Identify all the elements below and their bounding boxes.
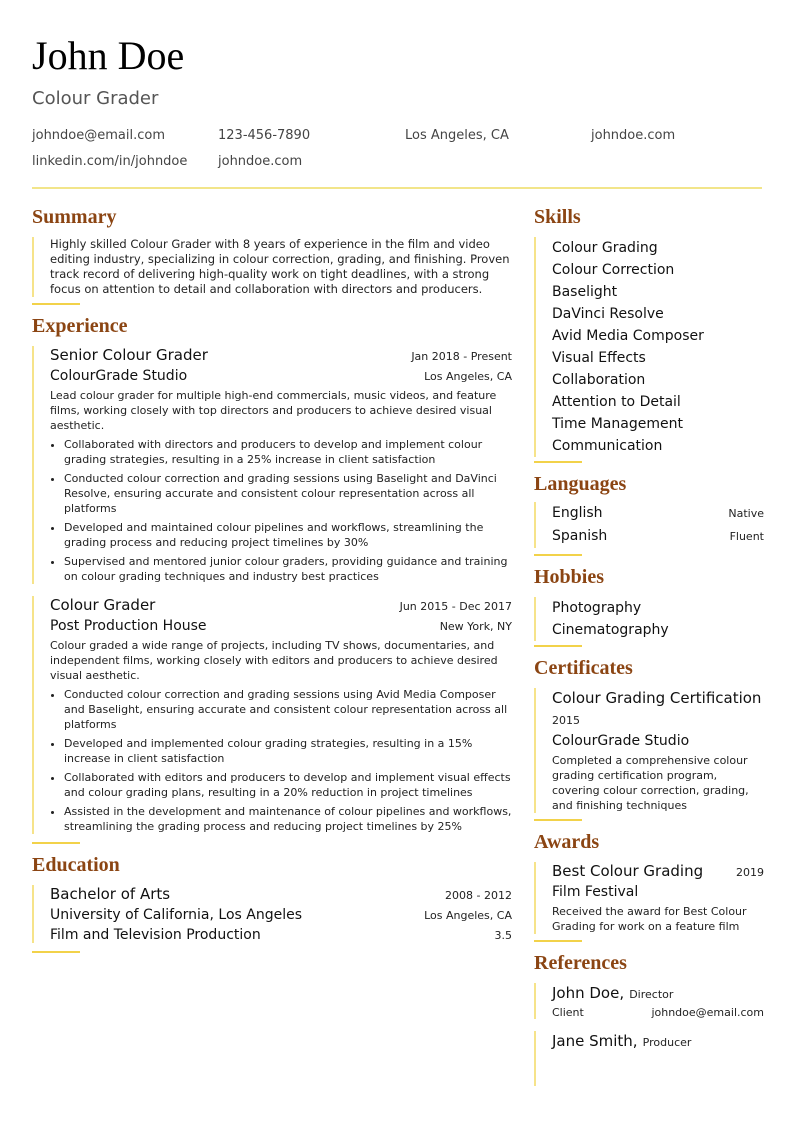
skill-item: Baselight (552, 284, 618, 300)
education-date: 2008 - 2012 (445, 889, 512, 902)
certificate-description: Completed a comprehensive colour grading certification program, covering colour correction, grading, and finishing techniques (552, 754, 749, 812)
education-field: Film and Television Production (50, 927, 261, 943)
job-bullet: • Collaborated with directors and producers to develop and implement colour grading strategies, resulting in a 25% increase in client satisfaction (64, 437, 512, 467)
side-column (534, 206, 764, 1086)
header-divider (32, 187, 762, 189)
experience-heading: Experience (32, 315, 128, 337)
award-name: Best Colour Grading (552, 862, 704, 880)
certificate-issuer: ColourGrade Studio (552, 733, 690, 749)
education-entry (32, 885, 512, 943)
certificate-year: 2015 (552, 714, 580, 727)
job-bullet: • Collaborated with editors and producers to develop and implement visual effects and colour grading plans, resulting in a 20% reduction in project timelines (64, 770, 512, 800)
education-location: Los Angeles, CA (424, 909, 512, 922)
job-entry-description: Colour graded a wide range of projects, including TV shows, documentaries, and independent films, working closely with editors and producers to achieve desired visual aesthetic. (50, 639, 498, 682)
award-entry (534, 862, 764, 934)
summary-heading: Summary (32, 206, 117, 228)
job-entry-date: Jun 2015 - Dec 2017 (399, 600, 512, 613)
job-entry (32, 596, 512, 834)
section-divider (32, 842, 80, 844)
skill-item: Attention to Detail (552, 394, 681, 410)
job-bullet: • Supervised and mentored junior colour graders, providing guidance and training on colour grading techniques and industry best practices (64, 554, 512, 584)
hobby-item: Cinematography (552, 622, 669, 638)
education-degree: Bachelor of Arts (50, 885, 171, 903)
reference-name: Jane Smith, (552, 1032, 638, 1050)
award-issuer: Film Festival (552, 884, 639, 900)
language-level: Native (728, 507, 764, 520)
section-divider (534, 461, 582, 463)
job-entry-location: Los Angeles, CA (424, 370, 512, 383)
section-divider (534, 554, 582, 556)
section-divider (534, 645, 582, 647)
section-divider (32, 303, 80, 305)
job-entry-bullets (50, 687, 512, 834)
skill-item: Communication (552, 438, 663, 454)
job-title: Colour Grader (32, 88, 159, 109)
education-school: University of California, Los Angeles (50, 907, 303, 923)
languages-list (534, 502, 764, 548)
job-entry-date: Jan 2018 - Present (411, 350, 512, 363)
reference-entry (534, 1031, 764, 1086)
section-divider (32, 951, 80, 953)
contact-location: Los Angeles, CA (405, 128, 509, 143)
reference-name: John Doe, (552, 984, 625, 1002)
job-entry-company: Post Production House (50, 618, 207, 634)
job-bullet: • Conducted colour correction and grading sessions using Baselight and DaVinci Resolve, ensuring accurate and consistent colour representation across all platforms (64, 471, 512, 516)
skill-item: Avid Media Composer (552, 328, 704, 344)
section-divider (534, 819, 582, 821)
reference-company: Client (552, 1006, 584, 1019)
skill-item: Colour Grading (552, 240, 658, 256)
education-heading: Education (32, 854, 120, 876)
certificate-entry (534, 688, 764, 813)
job-entry-title: Colour Grader (50, 596, 156, 614)
languages-heading: Languages (534, 473, 627, 495)
reference-role: Director (629, 988, 674, 1001)
language-item (552, 502, 764, 525)
main-column (32, 206, 512, 953)
contact-website[interactable]: johndoe.com (591, 128, 676, 143)
language-name: English (552, 505, 603, 521)
awards-heading: Awards (534, 831, 600, 853)
reference-role: Producer (642, 1036, 692, 1049)
language-level: Fluent (729, 530, 764, 543)
language-item (552, 525, 764, 548)
section-divider (534, 940, 582, 942)
job-bullet: • Developed and implemented colour grading strategies, resulting in a 15% increase in client satisfaction (64, 736, 512, 766)
contact-website-2[interactable]: johndoe.com (218, 154, 303, 169)
skill-item: Visual Effects (552, 350, 646, 366)
job-bullet: • Developed and maintained colour pipelines and workflows, streamlining the grading process and reducing project timelines by 30% (64, 520, 512, 550)
hobbies-list (534, 597, 764, 641)
job-entry-company: ColourGrade Studio (50, 368, 188, 384)
job-entry-location: New York, NY (439, 620, 512, 633)
certificates-heading: Certificates (534, 657, 633, 679)
contact-email[interactable]: johndoe@email.com (32, 128, 165, 143)
award-description: Received the award for Best Colour Grading for work on a feature film (552, 905, 747, 933)
reference-entry (534, 983, 764, 1019)
summary-block (32, 237, 512, 297)
job-entry (32, 346, 512, 584)
hobbies-heading: Hobbies (534, 566, 605, 588)
job-entry-bullets (50, 437, 512, 584)
skill-item: DaVinci Resolve (552, 306, 664, 322)
job-entry-title: Senior Colour Grader (50, 346, 208, 364)
skills-list (534, 237, 764, 457)
contact-phone[interactable]: 123-456-7890 (218, 128, 311, 143)
skill-item: Collaboration (552, 372, 646, 388)
hobby-item: Photography (552, 600, 642, 616)
skills-heading: Skills (534, 206, 581, 228)
references-heading: References (534, 952, 627, 974)
summary-text: Highly skilled Colour Grader with 8 years of experience in the film and video editing industry, specializing in colour correction, grading, and finishing. Proven track record of delivering high-quality work on tight deadlines, with a strong focus on attention to detail and collaboration with directors and producers. (50, 237, 510, 296)
education-gpa: 3.5 (494, 929, 512, 942)
candidate-name: John Doe (32, 33, 185, 78)
reference-email[interactable]: johndoe@email.com (651, 1006, 764, 1019)
contact-linkedin[interactable]: linkedin.com/in/johndoe (32, 154, 188, 169)
language-name: Spanish (552, 528, 608, 544)
job-entry-description: Lead colour grader for multiple high-end commercials, music videos, and feature films, working closely with top directors and producers to achieve desired visual aesthetic. (50, 389, 497, 432)
skill-item: Colour Correction (552, 262, 675, 278)
award-year: 2019 (736, 866, 764, 879)
job-bullet: • Assisted in the development and maintenance of colour pipelines and workflows, streamlining the grading process and reducing project timelines by 25% (64, 804, 512, 834)
certificate-name: Colour Grading Certification (552, 689, 762, 707)
skill-item: Time Management (552, 416, 683, 432)
job-bullet: • Conducted colour correction and grading sessions using Avid Media Composer and Baselight, ensuring accurate and consistent colour representation across all platforms (64, 687, 512, 732)
